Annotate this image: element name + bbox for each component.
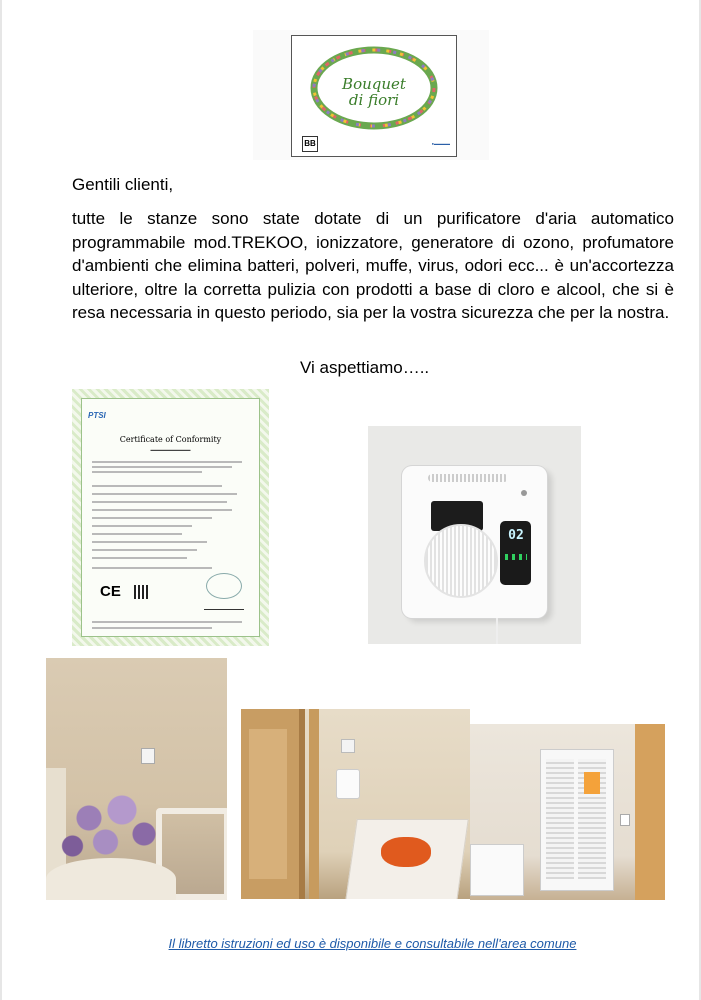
certificate-text-line [92,549,197,551]
certificate-text-line [92,471,202,473]
room2-purifier [336,769,360,799]
room-photo-flowers [46,658,227,900]
purifier-sensor-dot [521,490,527,496]
certificate-text-line [92,466,232,468]
certificate-subtitle-lines: ▬▬▬▬▬▬▬▬▬▬ [150,447,191,452]
page-left-edge [0,0,2,1000]
certificate-text-line [92,509,232,511]
logo-text-line2: di fiori [348,91,400,109]
purifier-led-indicators [505,554,527,560]
room3-purifier [620,814,630,826]
room-photo-wall-purifier [241,709,470,899]
room2-light-switch [341,739,355,753]
room2-table-mat [381,837,431,867]
greeting: Gentili clienti, [72,175,174,194]
purifier-top-vent [428,474,508,482]
room2-door [241,709,305,899]
logo-text [292,76,456,108]
certificate-text-line [92,525,192,527]
certificate-text-line [92,493,237,495]
bouquet-di-fiori-logo [291,35,457,157]
room3-desk [470,844,524,896]
certificate-brand: PTSI [88,411,106,420]
letter-closing: Vi aspettiamo….. [300,358,430,377]
room1-purifier [141,748,155,764]
room2-doorframe [309,709,319,899]
certificate-text-line [92,557,187,559]
certificate-text-line [92,567,212,569]
certificate-text-line [92,533,182,535]
room1-flower-vase [56,786,166,866]
certificate-page [81,398,260,637]
certificate-text-line [92,627,212,629]
room-photo-cabinet [470,724,665,900]
logo-bb-badge: BB [302,136,318,152]
purifier-power-cable [496,618,498,644]
certificate-text-line [92,485,222,487]
room3-door [635,724,665,900]
qr-code-icon [134,585,148,599]
air-purifier-photo [368,426,581,644]
room3-cabinet-glass-left [546,759,574,879]
purifier-fan-grille-icon [424,524,498,598]
ce-mark: CE [100,583,121,600]
logo-text-line1: Bouquet [342,75,406,93]
certificate-of-conformity-image [72,389,269,646]
certificate-text-line [92,621,242,623]
logo-small-mark: ●▬▬▬▬ [431,141,450,146]
purifier-display: 02 [508,528,524,543]
certificate-text-line [92,541,207,543]
seal-stamp-icon [206,573,242,599]
instructions-note: Il libretto istruzioni ed uso è disponibile e consultabile nell'area comune [168,936,577,951]
signature-icon [204,601,244,610]
logo-area [253,30,489,160]
certificate-title: Certificate of Conformity [119,435,222,444]
certificate-text-line [92,517,212,519]
room3-cabinet-sign [584,772,600,794]
room2-door-panel [249,729,287,879]
letter-body: tutte le stanze sono state dotate di un purificatore d'aria automatico programmabile mod.TREKOO, ionizzatore, generatore di ozono, profumatore d'ambienti che elimina batteri, polveri, muffe, virus, odori ecc... è un'accortezza ulteriore, oltre la corretta pulizia con prodotti a base di cloro e alcool, che si è resa necessaria in questo periodo, sia per la vostra sicurezza che per la nostra. [72,209,674,322]
certificate-text-line [92,461,242,463]
certificate-text-line [92,501,227,503]
